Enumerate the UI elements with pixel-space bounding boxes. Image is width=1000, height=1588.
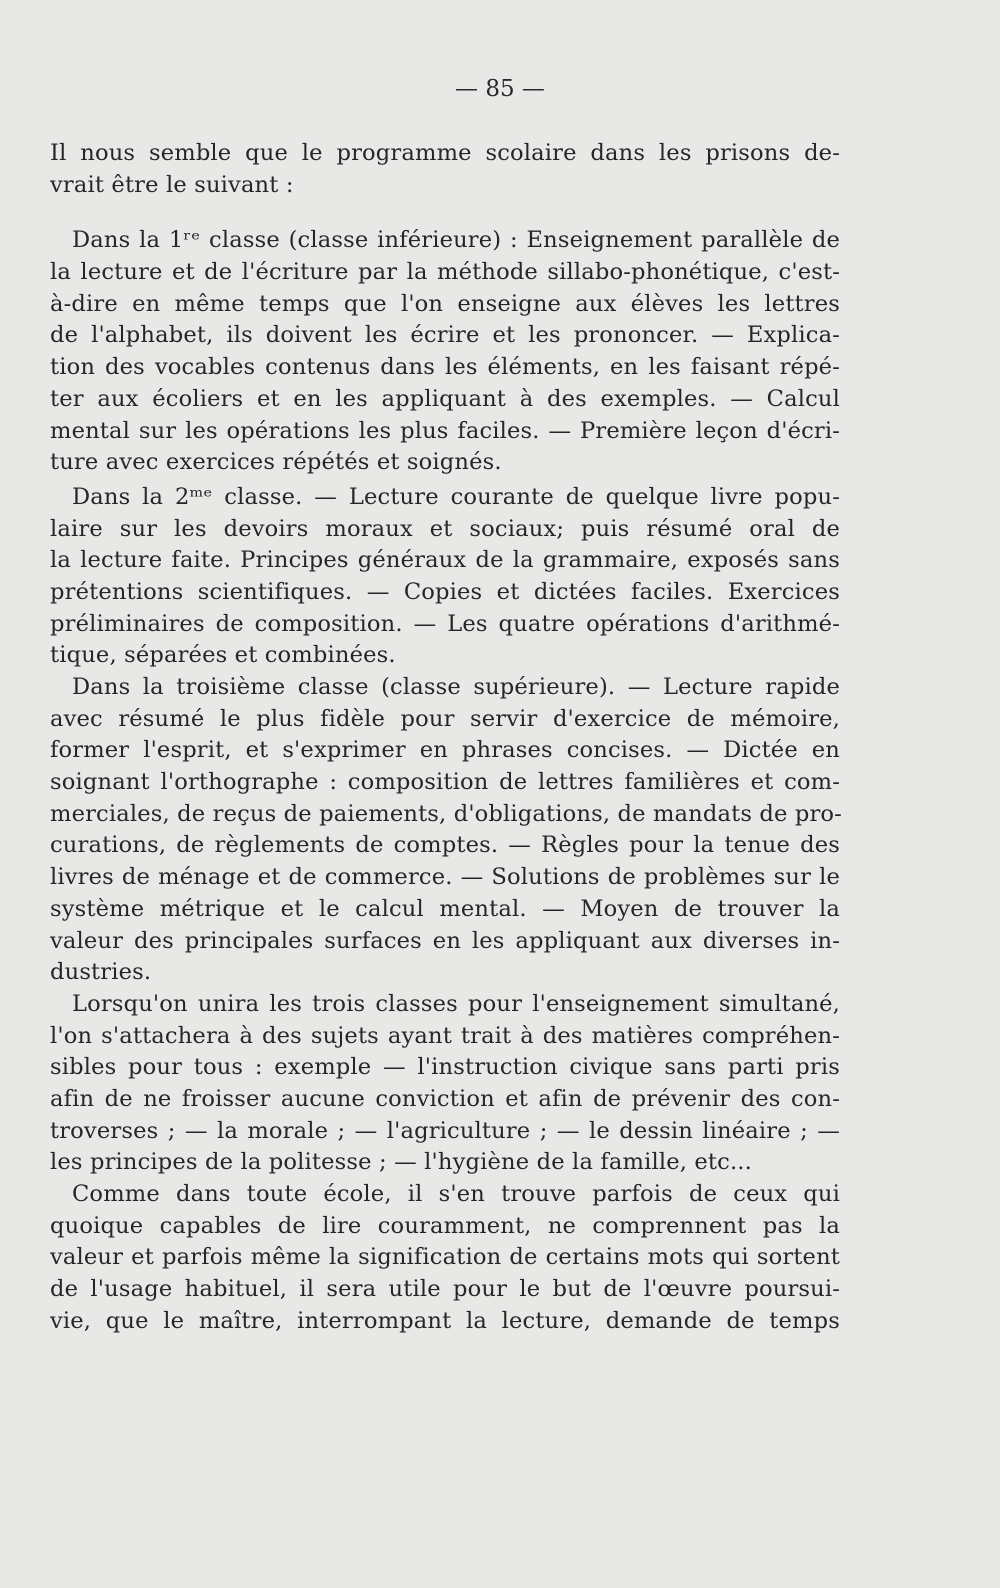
text-line: système métrique et le calcul mental. — Moyen de trouver la [50,895,840,922]
paragraph-1 [50,138,840,201]
text-line: l'on s'attachera à des sujets ayant trait à des matières compréhen- [50,1022,840,1049]
text-line: former l'esprit, et s'exprimer en phrases concises. — Dictée en [50,737,840,764]
text-line: mental sur les opérations les plus faciles. — Première leçon d'écri- [50,417,840,444]
text-line: à-dire en même temps que l'on enseigne aux élèves les lettres [50,290,840,317]
text-line: tion des vocables contenus dans les éléments, en les faisant répé- [50,354,840,381]
text-line: valeur et parfois même la signification de certains mots qui sortent [50,1244,840,1271]
text-line: vie, que le maître, interrompant la lecture, demande de temps [50,1307,840,1334]
paragraph-2 [50,225,840,479]
text-line: ture avec exercices répétés et soignés. [50,449,502,476]
paragraph-5 [50,989,840,1179]
text-line: de l'alphabet, ils doivent les écrire et les prononcer. — Explica- [50,322,840,349]
text-line: Lorsqu'on unira les trois classes pour l'enseignement simultané, [72,990,840,1017]
text-line: sibles pour tous : exemple — l'instruction civique sans parti pris [50,1054,840,1081]
paragraph-4 [50,672,840,989]
text-line: quoique capables de lire couramment, ne comprennent pas la [50,1212,840,1239]
text-line: soignant l'orthographe : composition de lettres familières et com- [50,769,840,796]
text-line: Dans la 2ᵐᵉ classe. — Lecture courante de quelque livre popu- [72,483,840,510]
text-line: préliminaires de composition. — Les quatre opérations d'arithmé- [50,610,840,637]
text-line: troverses ; — la morale ; — l'agriculture ; — le dessin linéaire ; — [50,1117,840,1144]
text-line: Dans la 1ʳᵉ classe (classe inférieure) : Enseignement parallèle de [72,227,840,254]
text-line: vrait être le suivant : [50,171,294,198]
text-line: la lecture faite. Principes généraux de la grammaire, exposés sans [50,547,840,574]
text-line: les principes de la politesse ; — l'hygiène de la famille, etc... [50,1149,752,1176]
text-line: prétentions scientifiques. — Copies et dictées faciles. Exercices [50,578,840,605]
text-line: curations, de règlements de comptes. — Règles pour la tenue des [50,832,840,859]
text-line: livres de ménage et de commerce. — Solutions de problèmes sur le [50,864,840,891]
text-line: tique, séparées et combinées. [50,642,396,669]
page-body-text [50,138,840,1337]
text-line: merciales, de reçus de paiements, d'obligations, de mandats de pro- [50,800,842,827]
text-line: Comme dans toute école, il s'en trouve parfois de ceux qui [72,1181,840,1207]
text-line: Il nous semble que le programme scolaire dans les prisons de- [50,140,840,166]
text-line: la lecture et de l'écriture par la méthode sillabo-phonétique, c'est- [50,259,840,286]
text-line: ter aux écoliers et en les appliquant à des exemples. — Calcul [50,385,840,412]
text-line: afin de ne froisser aucune conviction et afin de prévenir des con- [50,1085,840,1112]
page-number: — 85 — [455,76,545,102]
text-line: de l'usage habituel, il sera utile pour le but de l'œuvre poursui- [50,1276,840,1303]
text-line: Dans la troisième classe (classe supérieure). — Lecture rapide [72,674,840,700]
paragraph-3 [50,482,840,672]
text-line: valeur des principales surfaces en les appliquant aux diverses in- [50,927,840,954]
text-line: dustries. [50,959,152,986]
text-line: avec résumé le plus fidèle pour servir d'exercice de mémoire, [50,705,840,732]
text-line: laire sur les devoirs moraux et sociaux; puis résumé oral de [50,515,840,542]
paragraph-6 [50,1179,840,1337]
